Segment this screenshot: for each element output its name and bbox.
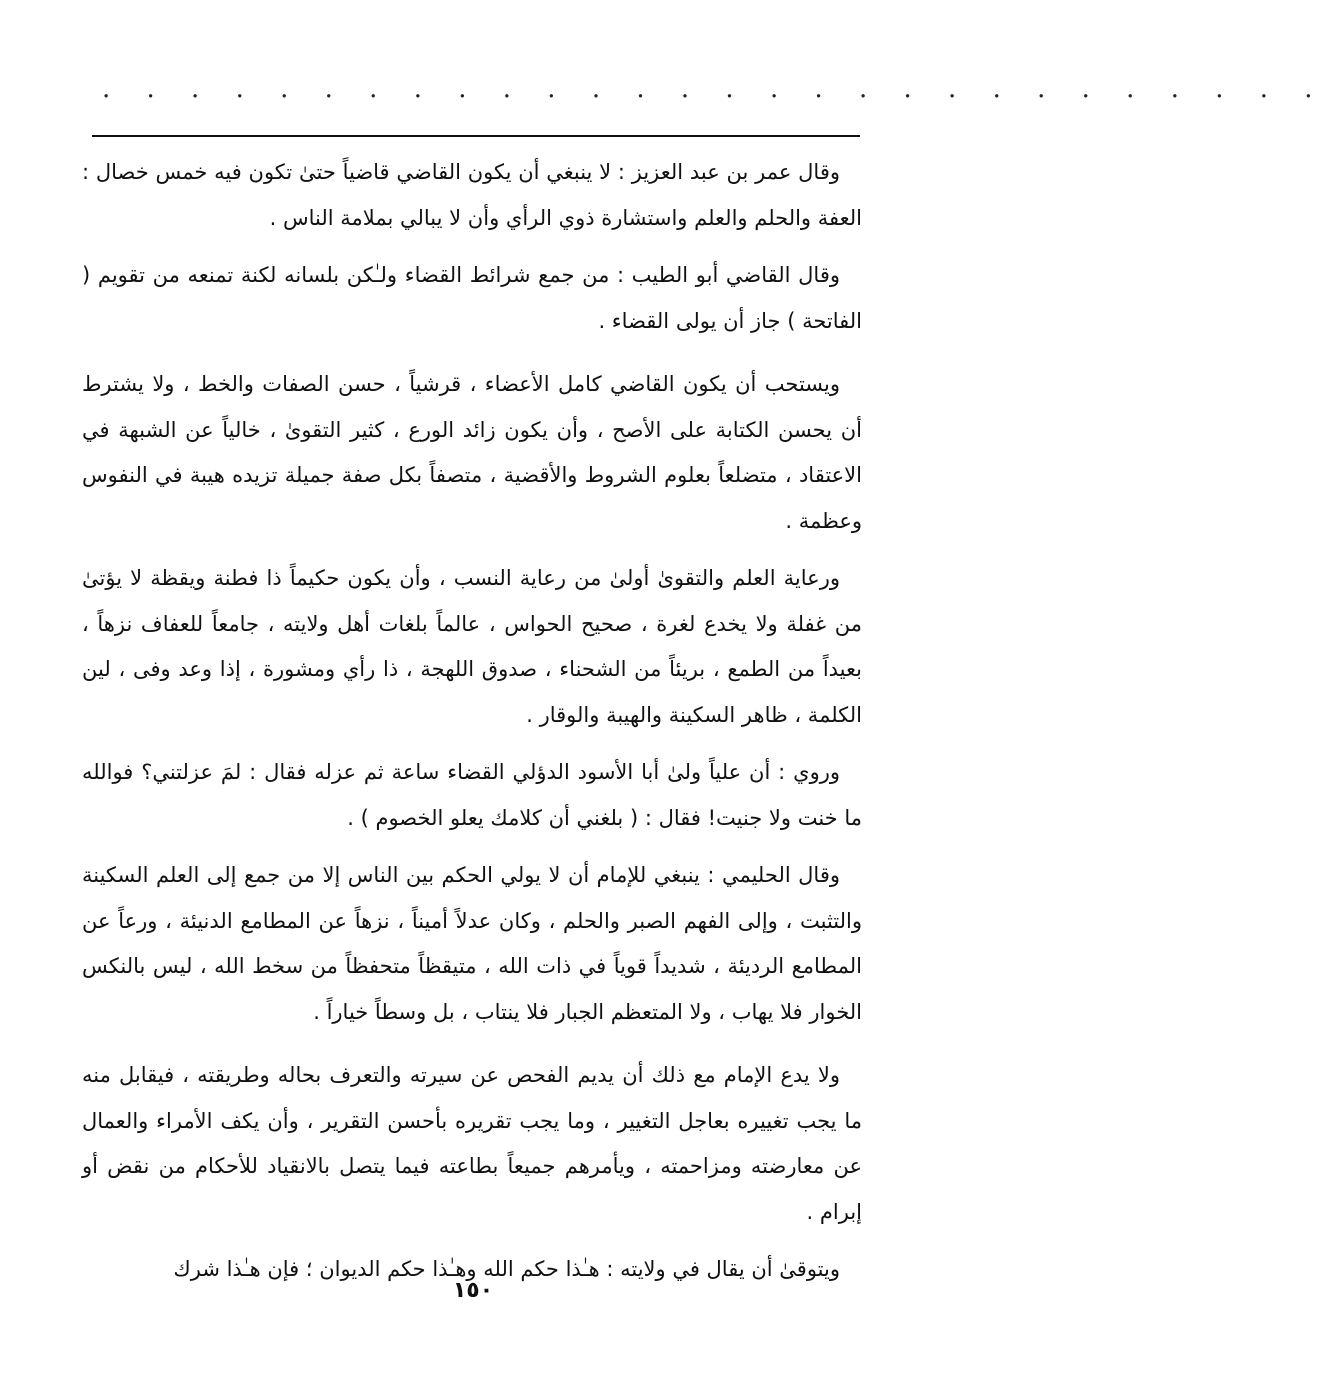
paragraph-abu-al-tayyib: وقال القاضي أبو الطيب : من جمع شرائط القضاء ولـٰكن بلسانه لكنة تمنعه من تقويم ( الفاتحة ) جاز أن يولى القضاء .: [82, 263, 862, 333]
header-rule: [92, 135, 860, 137]
paragraph-umar-ibn-abd-al-aziz: وقال عمر بن عبد العزيز : لا ينبغي أن يكون القاضي قاضياً حتىٰ تكون فيه خمس خصال : العفة والحلم والعلم واستشارة ذوي الرأي وأن لا يبالي بملامة الناس .: [82, 160, 862, 230]
paragraph-judge-qualities: ويستحب أن يكون القاضي كامل الأعضاء ، قرشياً ، حسن الصفات والخط ، ولا يشترط أن يحسن الكتابة على الأصح ، وأن يكون زائد الورع ، كثير التقوىٰ ، خالياً عن الشبهة في الاعتقاد ، متضلعاً بعلوم الشروط والأقضية ، متصفاً بكل صفة جميلة تزيده هيبة في النفوس وعظمة .: [82, 372, 862, 533]
paragraph-abu-al-aswad: وروي : أن علياً ولىٰ أبا الأسود الدؤلي القضاء ساعة ثم عزله فقال : لمَ عزلتني؟ فوالله ما خنت ولا جنيت! فقال : ( بلغني أن كلامك يعلو الخصوم ) .: [82, 760, 862, 830]
page-body: [82, 150, 862, 1305]
paragraph-al-halimi: وقال الحليمي : ينبغي للإمام أن لا يولي الحكم بين الناس إلا من جمع إلى العلم السكينة والتثبت ، وإلى الفهم الصبر والحلم ، وكان عدلاً أميناً ، نزهاً عن المطامع الدنيئة ، ورعاً عن المطامع الرديئة ، شديداً قوياً في ذات الله ، متيقظاً متحفظاً من سخط الله ، ليس بالنكس الخوار فلا يهاب ، ولا المتعظم الجبار فلا ينتاب ، بل وسطاً خياراً .: [82, 863, 862, 1024]
paragraph-imam-oversight: ولا يدع الإمام مع ذلك أن يديم الفحص عن سيرته والتعرف بحاله وطريقته ، فيقابل منه ما يجب تغييره بعاجل التغيير ، وما يجب تقريره بأحسن التقرير ، وأن يكف الأمراء والعمال عن معارضته ومزاحمته ، ويأمرهم جميعاً بطاعته فيما يتصل بالانقياد للأحكام من نقض أو إبرام .: [82, 1063, 862, 1224]
paragraph-diwan: ويتوقىٰ أن يقال في ولايته : هـٰذا حكم الله وهـٰذا حكم الديوان ؛ فإن هـٰذا شرك: [173, 1257, 840, 1281]
paragraph-knowledge-and-piety: ورعاية العلم والتقوىٰ أولىٰ من رعاية النسب ، وأن يكون حكيماً ذا فطنة ويقظة لا يؤتىٰ من غفلة ولا يخدع لغرة ، صحيح الحواس ، عالماً بلغات أهل ولايته ، جامعاً للعفاف نزهاً ، بعيداً من الطمع ، بريئاً من الشحناء ، صدوق اللهجة ، ذا رأي ومشورة ، إذا وعد وفى ، لين الكلمة ، ظاهر السكينة والهيبة والوقار .: [82, 566, 862, 727]
page-number: ١٥٠: [452, 1278, 494, 1303]
header-dotted-line: · · · · · · · · · · · · · · · · · · · · · · · · · · · ·: [102, 82, 1327, 112]
